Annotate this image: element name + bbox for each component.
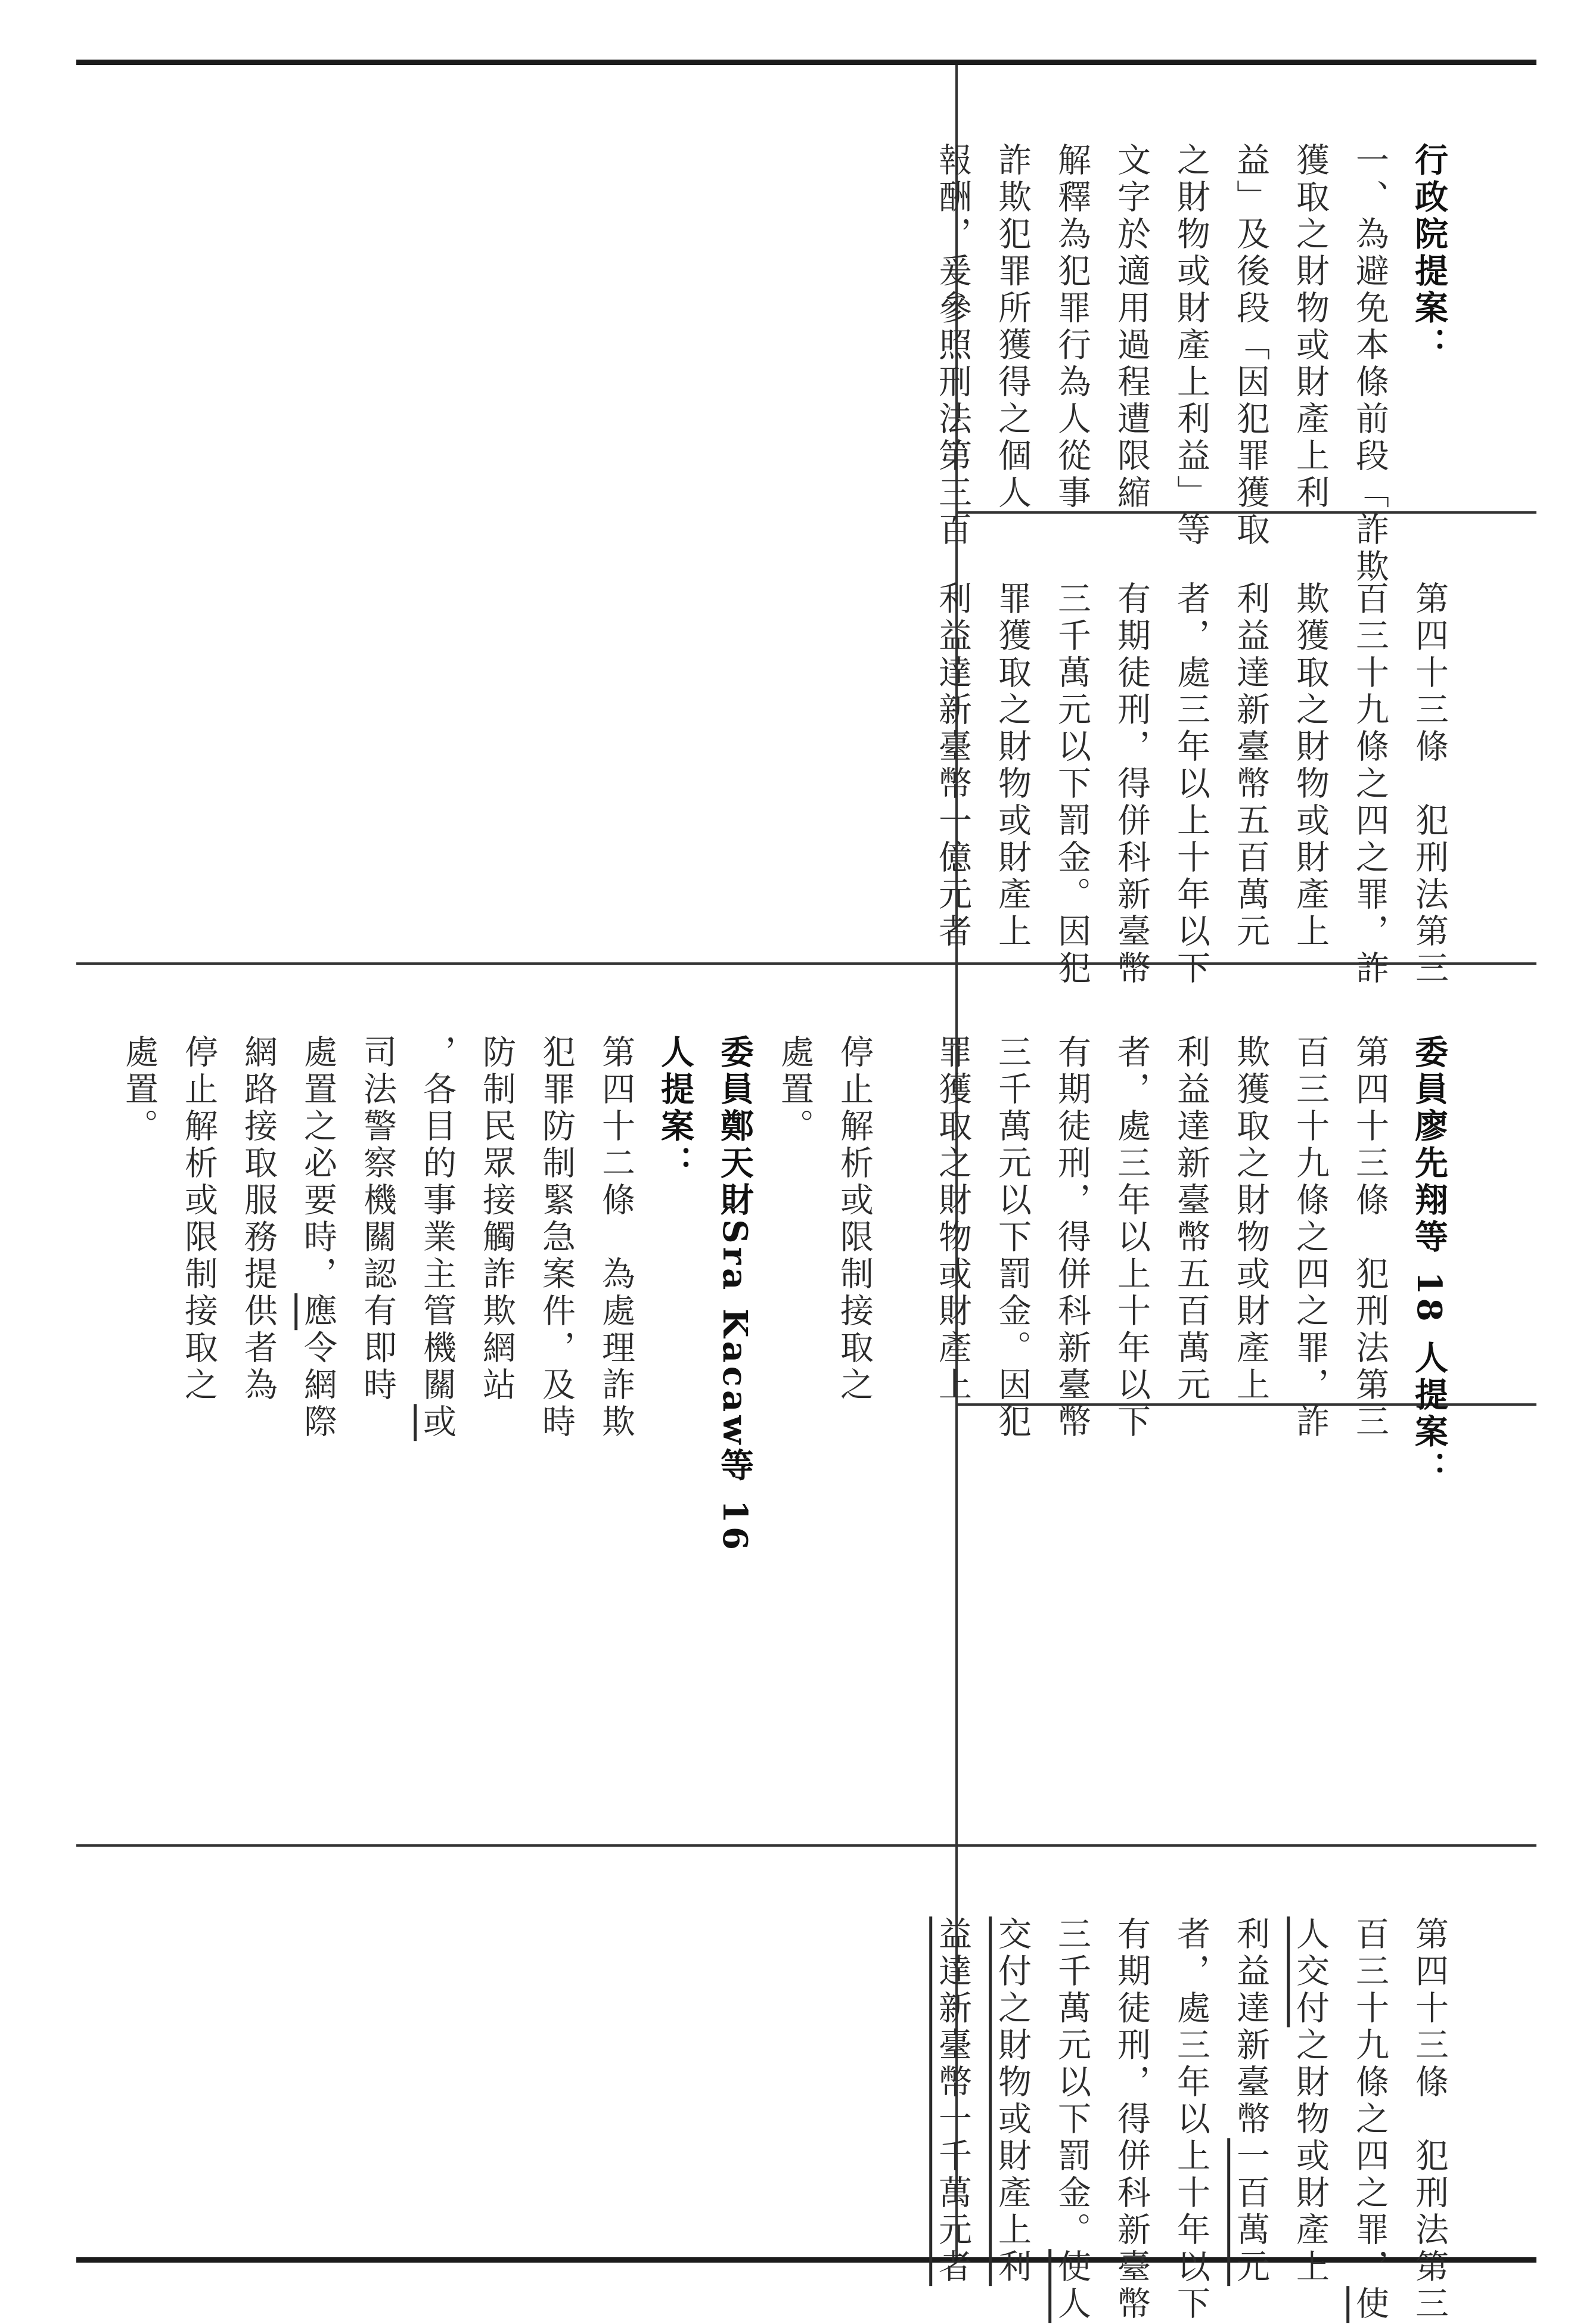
text-line: 司法警察機關認有即時 bbox=[358, 1034, 397, 1405]
text-line: 停止解析或限制接取之 bbox=[179, 1034, 218, 1405]
text-line: 者，處三年以上十年以下 bbox=[1172, 581, 1210, 988]
text-line: 者，處三年以上十年以下 bbox=[1112, 1034, 1151, 1441]
cell-left-lower bbox=[76, 1847, 955, 2257]
text-line: 有期徒刑，得併科新臺幣 bbox=[1112, 581, 1151, 988]
text-line: 欺獲取之財物或財產上 bbox=[1231, 1034, 1270, 1405]
text-line: 人交付之財物或財產上 bbox=[1291, 1916, 1330, 2286]
text-line: 百三十九條之四之罪，詐 bbox=[1291, 1034, 1330, 1441]
text-line: 利益達新臺幣五百萬元 bbox=[1231, 581, 1270, 951]
text-line: 百三十九條之四之罪，使 bbox=[1350, 1916, 1389, 2323]
text-line: 罪獲取之財物或財產上 bbox=[933, 1034, 972, 1405]
text-line: 交付之財物或財產上利 bbox=[993, 1916, 1032, 2286]
text-line: 第四十二條 為處理詐欺 bbox=[597, 1034, 635, 1441]
text-line: 文字於適用過程遭限縮 bbox=[1112, 142, 1151, 512]
text-line: 三千萬元以下罰金。因犯 bbox=[993, 1034, 1032, 1441]
text-line: 者，處三年以上十年以下 bbox=[1172, 1916, 1210, 2323]
text-line: 處置之必要時，應令網際 bbox=[299, 1034, 337, 1441]
text-line: 益」及後段「因犯罪獲取 bbox=[1231, 142, 1270, 549]
text-line: 第四十三條 犯刑法第三 bbox=[1410, 1916, 1449, 2323]
text-line: 停止解析或限制接取之 bbox=[835, 1034, 874, 1405]
cell-executive-yuan-proposal bbox=[933, 65, 1536, 586]
cell-article-43-version-a bbox=[933, 514, 1536, 988]
text-line: 犯罪防制緊急案件，及時 bbox=[537, 1034, 576, 1441]
cell-left-upper bbox=[76, 65, 955, 962]
text-line: 處置。 bbox=[775, 1034, 814, 1146]
text-line: 利益達新臺幣一百萬元 bbox=[1231, 1916, 1270, 2286]
text-line: 有期徒刑，得併科新臺幣 bbox=[1052, 1034, 1091, 1441]
cell-liao-proposal bbox=[933, 965, 1536, 1489]
cell-article-43-current bbox=[933, 1847, 1536, 2323]
cell-cheng-proposal bbox=[76, 965, 955, 1844]
text-line: 網路接取服務提供者為 bbox=[239, 1034, 278, 1405]
text-line: 處置。 bbox=[120, 1034, 159, 1146]
text-line: 防制民眾接觸詐欺網站 bbox=[477, 1034, 516, 1405]
text-line: 利益達新臺幣五百萬元 bbox=[1172, 1034, 1210, 1405]
text-line: 欺獲取之財物或財產上 bbox=[1291, 581, 1330, 951]
text-line: 第四十三條 犯刑法第三 bbox=[1350, 1034, 1389, 1441]
text-line: 一、為避免本條前段「詐欺 bbox=[1350, 142, 1389, 586]
text-line: ，各目的事業主管機關或 bbox=[418, 1034, 457, 1441]
text-line: 獲取之財物或財產上利 bbox=[1291, 142, 1330, 512]
proposal-heading: 委員鄭天財Sra Kacaw等 16 bbox=[715, 1034, 755, 1554]
text-line: 益達新臺幣一千萬元者 bbox=[933, 1916, 972, 2286]
proposal-heading: 行政院提案： bbox=[1409, 142, 1449, 365]
text-line: 三千萬元以下罰金。使人 bbox=[1052, 1916, 1091, 2323]
text-line: 報酬，爰參照刑法第三百 bbox=[933, 142, 972, 549]
proposal-heading: 委員廖先翔等 18 人提案： bbox=[1409, 1034, 1449, 1489]
text-line: 罪獲取之財物或財產上 bbox=[993, 581, 1032, 951]
text-line: 三千萬元以下罰金。因犯 bbox=[1052, 581, 1091, 988]
text-line: 有期徒刑，得併科新臺幣 bbox=[1112, 1916, 1151, 2323]
top-rule bbox=[76, 60, 1536, 65]
proposal-heading: 人提案： bbox=[656, 1034, 695, 1183]
text-line: 之財物或財產上利益」等 bbox=[1172, 142, 1210, 549]
text-line: 百三十九條之四之罪，詐 bbox=[1350, 581, 1389, 988]
cell-empty bbox=[958, 1406, 1536, 1844]
text-line: 利益達新臺幣一億元者 bbox=[933, 581, 972, 951]
text-line: 第四十三條 犯刑法第三 bbox=[1410, 581, 1449, 988]
text-line: 解釋為犯罪行為人從事 bbox=[1052, 142, 1091, 512]
text-line: 詐欺犯罪所獲得之個人 bbox=[993, 142, 1032, 512]
